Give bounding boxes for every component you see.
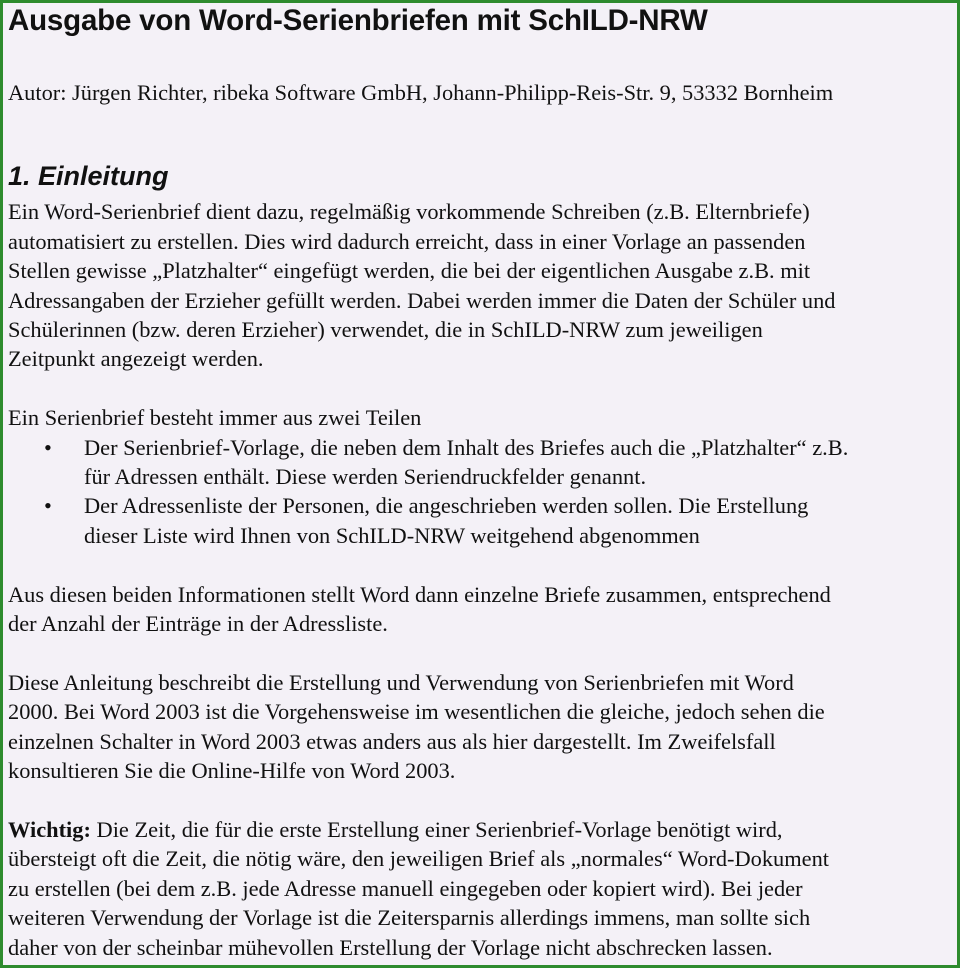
paragraph-line: Ein Word-Serienbrief dient dazu, regelmäßig vorkommende Schreiben (z.B. Elternbriefe): [8, 199, 810, 225]
paragraph-line: Adressangaben der Erzieher gefüllt werden. Dabei werden immer die Daten der Schüler und: [8, 287, 836, 313]
paragraph-line: einzelnen Schalter in Word 2003 etwas anders aus als hier dargestellt. Im Zweifelsfall: [8, 728, 776, 754]
bullet-icon: •: [44, 434, 52, 460]
bullet-icon: •: [44, 493, 52, 519]
paragraph-line: übersteigt oft die Zeit, die nötig wäre, den jeweiligen Brief als „normales“ Word-Dokument: [8, 846, 830, 872]
list-item-line: für Adressen enthält. Diese werden Seriendruckfelder genannt.: [84, 464, 647, 490]
list-item-line: Der Serienbrief-Vorlage, die neben dem Inhalt des Briefes auch die „Platzhalter“ z.B.: [84, 434, 849, 460]
paragraph-line: daher von der scheinbar mühevollen Erstellung der Vorlage nicht abschrecken lassen.: [8, 934, 773, 960]
paragraph-line: Diese Anleitung beschreibt die Erstellung und Verwendung von Serienbriefen mit Word: [8, 669, 794, 695]
combine-paragraph: [8, 580, 957, 639]
paragraph-line: Aus diesen beiden Informationen stellt Word dann einzelne Briefe zusammen, entsprechend: [8, 581, 831, 607]
bullet-list: [8, 433, 957, 551]
paragraph-line: 2000. Bei Word 2003 ist die Vorgehensweise im wesentlichen die gleiche, jedoch sehen die: [8, 699, 825, 725]
important-first-line: Die Zeit, die für die erste Erstellung einer Serienbrief-Vorlage benötigt wird,: [90, 816, 783, 842]
document-title: Ausgabe von Word-Serienbriefen mit SchILD-NRW: [8, 4, 708, 37]
intro-paragraph: [8, 197, 957, 373]
important-label: Wichtig:: [8, 816, 91, 842]
list-item-line: dieser Liste wird Ihnen von SchILD-NRW weitgehend abgenommen: [84, 522, 700, 548]
paragraph-line: der Anzahl der Einträge in der Adressliste.: [8, 611, 388, 637]
paragraph-line: zu erstellen (bei dem z.B. jede Adresse manuell eingegeben oder kopiert wird). Bei jeder: [8, 875, 803, 901]
paragraph-line: konsultieren Sie die Online-Hilfe von Word 2003.: [8, 758, 456, 784]
list-item: [8, 433, 957, 492]
list-item-line: Der Adressenliste der Personen, die angeschrieben werden sollen. Die Erstellung: [84, 493, 809, 519]
paragraph-line: Stellen gewisse „Platzhalter“ eingefügt werden, die bei der eigentlichen Ausgabe z.B. mit: [8, 258, 811, 284]
paragraph-line: [8, 815, 957, 844]
document-page: [3, 3, 957, 965]
paragraph-line: Schülerinnen (bzw. deren Erzieher) verwendet, die in SchILD-NRW zum jeweiligen: [8, 317, 763, 343]
important-paragraph: [8, 815, 957, 962]
author-line: Autor: Jürgen Richter, ribeka Software GmbH, Johann-Philipp-Reis-Str. 9, 53332 Bornheim: [8, 80, 834, 105]
section-heading-einleitung: 1. Einleitung: [8, 161, 169, 192]
version-paragraph: [8, 668, 957, 786]
list-intro: Ein Serienbrief besteht immer aus zwei Teilen: [8, 405, 422, 431]
paragraph-line: automatisiert zu erstellen. Dies wird dadurch erreicht, dass in einer Vorlage an passenden: [8, 228, 806, 254]
paragraph-line: Zeitpunkt angezeigt werden.: [8, 346, 264, 372]
list-item: [8, 491, 957, 550]
paragraph-line: weiteren Verwendung der Vorlage ist die Zeitersparnis allerdings immens, man sollte sich: [8, 905, 811, 931]
